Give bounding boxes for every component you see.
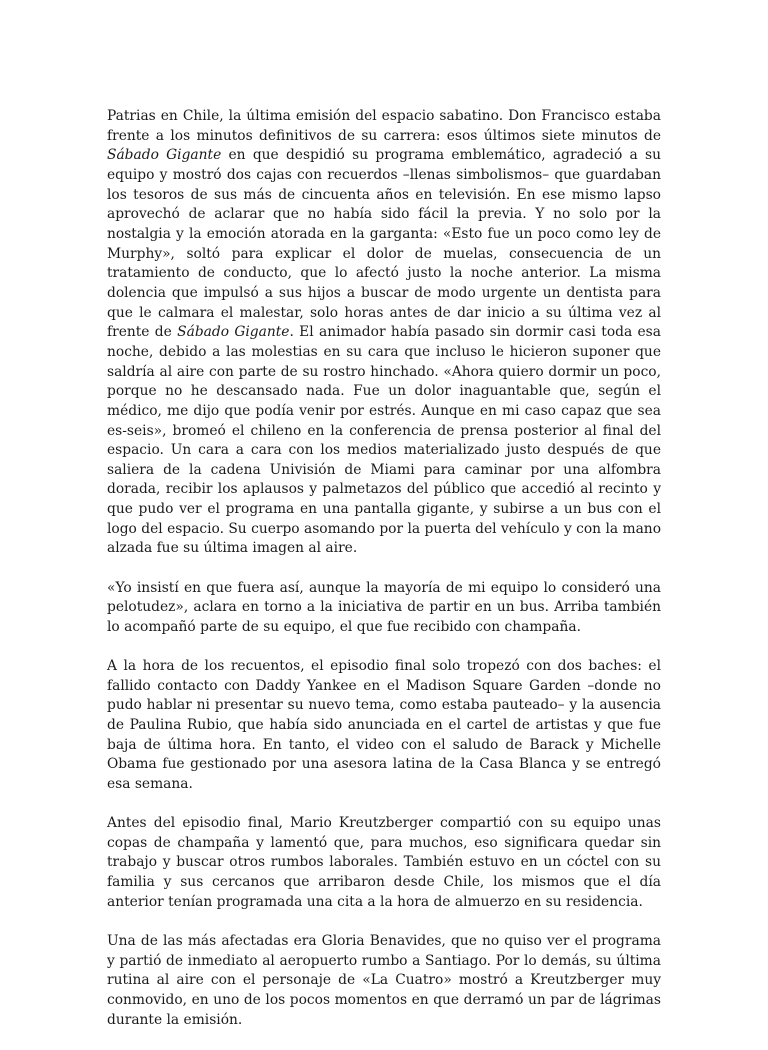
paragraph-2: [107, 579, 661, 638]
paragraph-5-text: Una de las más afectadas era Gloria Benavides, que no quiso ver el programa y partió de inmediato al aeropuerto rumbo a Santiago. Por lo demás, su última rutina al aire con el personaje de «La Cuatro» mostró a Kreutzberger muy conmovido, en uno de los pocos momentos en que derramó un par de lágrimas durante la emisión.: [107, 932, 661, 1028]
paragraph-1-text-3: . El animador había pasado sin dormir casi toda esa noche, debido a las molestias en su cara que incluso le hicieron suponer que saldría al aire con parte de su rostro hinchado. «Ahora quiero dormir un poco, porque no he descansado nada. Fue un dolor inaguantable que, según el médico, me dijo que podía venir por estrés. Aunque en mi caso capaz que sea es-seis», bromeó el chileno en la conferencia de prensa posterior al final del espacio. Un cara a cara con los medios materializado justo después de que saliera de la cadena Univisión de Miami para caminar por una alfombra dorada, recibir los aplausos y palmetazos del público que accedió al recinto y que pudo ver el programa en una pantalla gigante, y subirse a un bus con el logo del espacio. Su cuerpo asomando por la puerta del vehículo y con la mano alzada fue su última imagen al aire.: [107, 324, 661, 557]
paragraph-3: [107, 657, 661, 795]
paragraph-4: [107, 814, 661, 912]
paragraph-1: [107, 107, 661, 559]
paragraph-3-text: A la hora de los recuentos, el episodio final solo tropezó con dos baches: el fallido contacto con Daddy Yankee en el Madison Square Garden –donde no pudo hablar ni presentar su nuevo tema, como estaba pauteado– y la ausencia de Paulina Rubio, que había sido anunciada en el cartel de artistas y que fue baja de última hora. En tanto, el video con el saludo de Barack y Michelle Obama fue gestionado por una asesora latina de la Casa Blanca y se entregó esa semana.: [107, 658, 661, 792]
paragraph-1-program-title-2: Sábado Gigante: [177, 324, 290, 341]
paragraph-5: [107, 932, 661, 1030]
paragraph-2-text: «Yo insistí en que fuera así, aunque la mayoría de mi equipo lo consideró una pelotudez», aclara en torno a la iniciativa de partir en un bus. Arriba también lo acompañó parte de su equipo, el que fue recibido con champaña.: [107, 579, 661, 635]
paragraph-1-text-2: en que despidió su programa emblemático, agradeció a su equipo y mostró dos cajas con recuerdos –llenas simbolismos– que guardaban los tesoros de sus más de cincuenta años en televisión. En ese mismo lapso aprovechó de aclarar que no había sido fácil la previa. Y no solo por la nostalgia y la emoción atorada en la garganta: «Esto fue un poco como ley de Murphy», soltó para explicar el dolor de muelas, consecuencia de un tratamiento de conducto, que lo afectó justo la noche anterior. La misma dolencia que impulsó a sus hijos a buscar de modo urgente un dentista para que le calmara el malestar, solo horas antes de dar inicio a su última vez al frente de: [107, 147, 661, 341]
paragraph-4-text: Antes del episodio final, Mario Kreutzberger compartió con su equipo unas copas de champaña y lamentó que, para muchos, eso significara quedar sin trabajo y buscar otros rumbos laborales. También estuvo en un cóctel con su familia y sus cercanos que arribaron desde Chile, los mismos que el día anterior tenían programada una cita a la hora de almuerzo en su residencia.: [107, 815, 661, 910]
article-body: [107, 107, 661, 1050]
paragraph-1-text-1: Patrias en Chile, la última emisión del espacio sabatino. Don Francisco estaba frente a los minutos definitivos de su carrera: esos últimos siete minutos de: [107, 108, 661, 144]
paragraph-1-program-title-1: Sábado Gigante: [107, 147, 222, 164]
